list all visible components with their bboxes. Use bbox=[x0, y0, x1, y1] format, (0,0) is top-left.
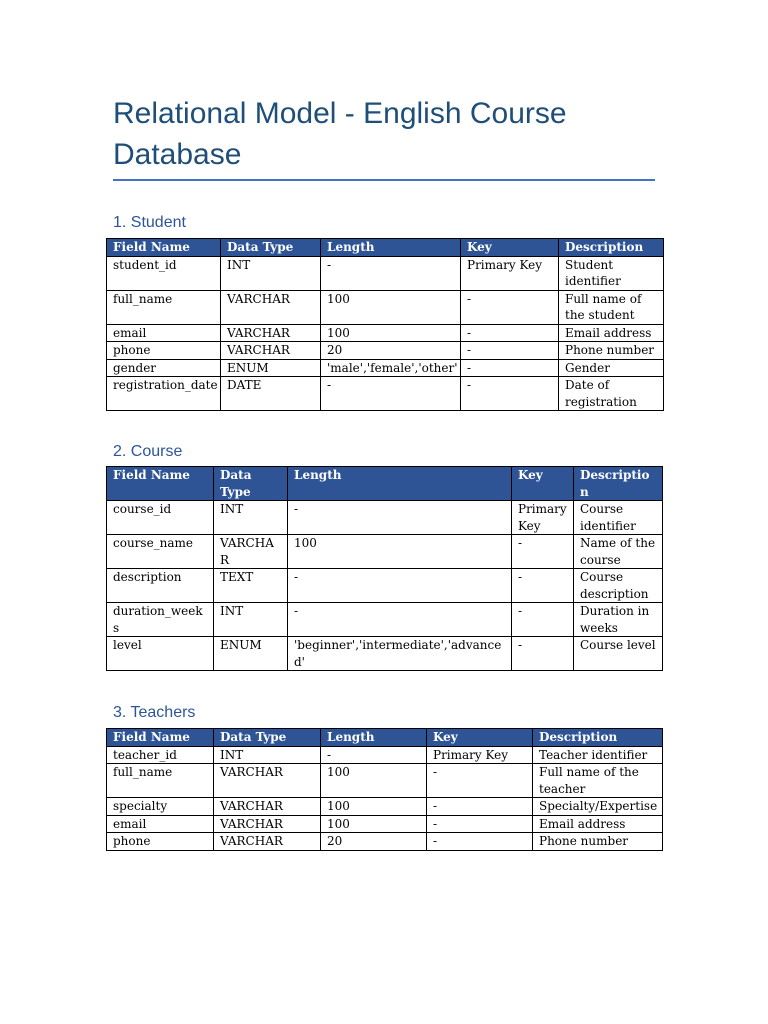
table-header-row bbox=[107, 467, 663, 501]
column-header: Length bbox=[321, 239, 461, 257]
column-header: Key bbox=[427, 729, 533, 747]
table-row bbox=[107, 833, 663, 851]
table-cell: course_id bbox=[107, 501, 214, 535]
table-cell: VARCHAR bbox=[221, 324, 321, 342]
title-underline bbox=[113, 179, 655, 181]
table-cell: DATE bbox=[221, 377, 321, 411]
table-cell: teacher_id bbox=[107, 746, 214, 764]
document-title: Relational Model - English Course Database bbox=[113, 97, 567, 171]
table-cell: ENUM bbox=[214, 637, 288, 671]
table-row bbox=[107, 256, 664, 290]
table-cell: - bbox=[288, 569, 512, 603]
table-header-row bbox=[107, 239, 664, 257]
table-cell: VARCHAR bbox=[214, 833, 321, 851]
table-cell: Primary Key bbox=[461, 256, 559, 290]
table-cell: Phone number bbox=[559, 342, 664, 360]
table-cell: ENUM bbox=[221, 359, 321, 377]
student-table bbox=[106, 238, 664, 411]
table-cell: - bbox=[461, 342, 559, 360]
table-cell: - bbox=[512, 603, 574, 637]
table-cell: registration_date bbox=[107, 377, 221, 411]
table-cell: course_name bbox=[107, 535, 214, 569]
table-cell: gender bbox=[107, 359, 221, 377]
table-cell: - bbox=[288, 603, 512, 637]
column-header: Key bbox=[461, 239, 559, 257]
column-header: Data Type bbox=[221, 239, 321, 257]
table-row bbox=[107, 764, 663, 798]
table-cell: - bbox=[461, 359, 559, 377]
table-cell: Full name of the teacher bbox=[533, 764, 663, 798]
table-row bbox=[107, 569, 663, 603]
table-cell: VARCHAR bbox=[214, 815, 321, 833]
table-cell: VARCHAR bbox=[214, 764, 321, 798]
table-row bbox=[107, 290, 664, 324]
section-heading-student: 1. Student bbox=[113, 214, 186, 231]
table-cell: Full name of the student bbox=[559, 290, 664, 324]
column-header: Description bbox=[533, 729, 663, 747]
column-header: Data Type bbox=[214, 729, 321, 747]
table-cell: - bbox=[321, 746, 427, 764]
column-header: Field Name bbox=[107, 239, 221, 257]
table-cell: Phone number bbox=[533, 833, 663, 851]
table-cell: full_name bbox=[107, 290, 221, 324]
table-cell: - bbox=[321, 377, 461, 411]
table-cell: INT bbox=[214, 603, 288, 637]
table-cell: VARCHAR bbox=[214, 535, 288, 569]
table-cell: - bbox=[427, 833, 533, 851]
column-header: Data Type bbox=[214, 467, 288, 501]
table-cell: Primary Key bbox=[427, 746, 533, 764]
table-row bbox=[107, 342, 664, 360]
table-cell: Specialty/Expertise bbox=[533, 798, 663, 816]
table-cell: Date of registration bbox=[559, 377, 664, 411]
table-cell: Teacher identifier bbox=[533, 746, 663, 764]
table-row bbox=[107, 815, 663, 833]
table-row bbox=[107, 359, 664, 377]
table-cell: 20 bbox=[321, 833, 427, 851]
table-row bbox=[107, 324, 664, 342]
table-cell: - bbox=[512, 637, 574, 671]
table-cell: - bbox=[461, 377, 559, 411]
table-cell: 20 bbox=[321, 342, 461, 360]
table-cell: TEXT bbox=[214, 569, 288, 603]
column-header: Description bbox=[559, 239, 664, 257]
table-cell: Name of the course bbox=[574, 535, 663, 569]
table-cell: 100 bbox=[321, 815, 427, 833]
column-header: Length bbox=[321, 729, 427, 747]
table-cell: email bbox=[107, 324, 221, 342]
table-cell: 100 bbox=[321, 764, 427, 798]
table-cell: Primary Key bbox=[512, 501, 574, 535]
table-cell: INT bbox=[214, 501, 288, 535]
table-cell: 100 bbox=[321, 798, 427, 816]
table-cell: full_name bbox=[107, 764, 214, 798]
table-row bbox=[107, 535, 663, 569]
table-cell: description bbox=[107, 569, 214, 603]
section-heading-course: 2. Course bbox=[113, 443, 183, 460]
table-row bbox=[107, 746, 663, 764]
table-cell: Course level bbox=[574, 637, 663, 671]
table-cell: INT bbox=[214, 746, 321, 764]
table-row bbox=[107, 798, 663, 816]
section-heading-teachers: 3. Teachers bbox=[113, 704, 196, 721]
table-cell: Student identifier bbox=[559, 256, 664, 290]
table-cell: - bbox=[427, 815, 533, 833]
table-cell: Duration in weeks bbox=[574, 603, 663, 637]
column-header: Field Name bbox=[107, 729, 214, 747]
table-cell: - bbox=[461, 324, 559, 342]
table-cell: - bbox=[512, 535, 574, 569]
table-cell: - bbox=[512, 569, 574, 603]
table-cell: 100 bbox=[321, 290, 461, 324]
table-cell: 'beginner','intermediate','advanced' bbox=[288, 637, 512, 671]
table-cell: INT bbox=[221, 256, 321, 290]
column-header: Length bbox=[288, 467, 512, 501]
table-cell: - bbox=[288, 501, 512, 535]
course-table bbox=[106, 466, 663, 671]
teachers-table bbox=[106, 728, 663, 851]
table-row bbox=[107, 501, 663, 535]
table-cell: Gender bbox=[559, 359, 664, 377]
table-cell: Course identifier bbox=[574, 501, 663, 535]
table-cell: level bbox=[107, 637, 214, 671]
table-cell: duration_weeks bbox=[107, 603, 214, 637]
table-cell: phone bbox=[107, 342, 221, 360]
table-row bbox=[107, 377, 664, 411]
table-cell: VARCHAR bbox=[221, 290, 321, 324]
table-cell: Email address bbox=[559, 324, 664, 342]
table-cell: email bbox=[107, 815, 214, 833]
table-cell: 100 bbox=[288, 535, 512, 569]
column-header: Description bbox=[574, 467, 663, 501]
table-row bbox=[107, 603, 663, 637]
table-cell: - bbox=[427, 764, 533, 798]
table-cell: 100 bbox=[321, 324, 461, 342]
table-cell: phone bbox=[107, 833, 214, 851]
table-row bbox=[107, 637, 663, 671]
column-header: Key bbox=[512, 467, 574, 501]
table-cell: VARCHAR bbox=[221, 342, 321, 360]
table-cell: specialty bbox=[107, 798, 214, 816]
table-cell: student_id bbox=[107, 256, 221, 290]
column-header: Field Name bbox=[107, 467, 214, 501]
table-cell: Course description bbox=[574, 569, 663, 603]
table-cell: 'male','female','other' bbox=[321, 359, 461, 377]
table-cell: VARCHAR bbox=[214, 798, 321, 816]
table-cell: - bbox=[321, 256, 461, 290]
table-cell: Email address bbox=[533, 815, 663, 833]
table-cell: - bbox=[427, 798, 533, 816]
table-cell: - bbox=[461, 290, 559, 324]
table-header-row bbox=[107, 729, 663, 747]
